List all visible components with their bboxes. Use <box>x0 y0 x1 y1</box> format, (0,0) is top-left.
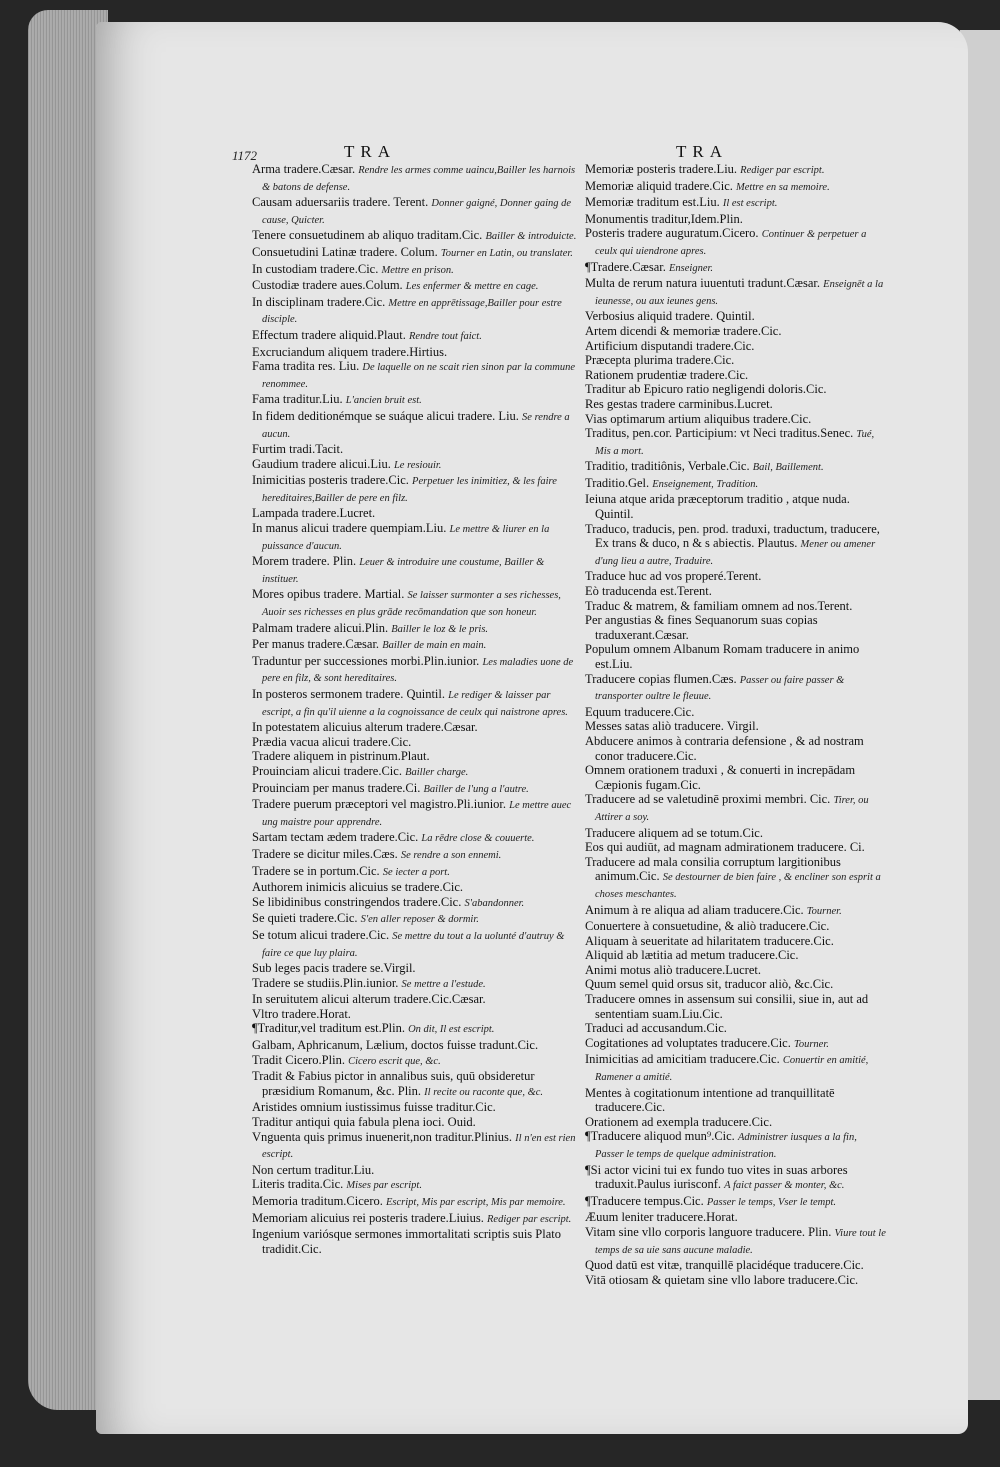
french-translation: Donner gaigné, Donner gaing de cause, Quicter. <box>262 198 572 226</box>
dictionary-entry <box>585 309 887 324</box>
latin-phrase: In custodiam tradere.Cic. <box>252 261 379 276</box>
french-translation: Le mettre & liurer en la puissance d'aucun. <box>262 524 550 552</box>
french-translation: Tué, Mis a mort. <box>595 429 875 457</box>
dictionary-entry <box>585 1052 887 1085</box>
latin-phrase: Populum omnem Albanum Romam traducere in animo est.Liu. <box>585 642 860 671</box>
latin-phrase: Equum traducere.Cic. <box>585 704 695 719</box>
latin-phrase: Causam aduersariis tradere. Terent. <box>252 195 429 210</box>
latin-phrase: Artem dicendi & memoriæ tradere.Cic. <box>585 323 782 338</box>
dictionary-entry <box>585 353 887 368</box>
french-translation: Administrer iusques a la fin, Passer le temps de quelque administration. <box>595 1132 857 1160</box>
dictionary-entry <box>585 948 887 963</box>
dictionary-entry <box>252 392 582 409</box>
dictionary-entry <box>252 295 582 328</box>
dictionary-entry <box>585 226 887 259</box>
latin-phrase: Quum semel quid orsus sit, traducor aliò, &c.Cic. <box>585 977 834 992</box>
french-translation: Se rendre a aucun. <box>262 411 570 440</box>
dictionary-entry <box>252 345 582 360</box>
latin-phrase: Aristides omnium iustissimus fuisse traditur.Cic. <box>252 1100 496 1115</box>
french-translation: Tourner. <box>806 905 842 917</box>
french-translation: Rediger par escript. <box>487 1213 572 1225</box>
dictionary-entry <box>585 1273 887 1288</box>
french-translation: Rediger par escript. <box>740 165 825 176</box>
latin-phrase: Se libidinibus constringendos tradere.Cic. <box>252 894 462 909</box>
latin-phrase: Se quieti tradere.Cic. <box>252 911 358 926</box>
dictionary-entry <box>585 763 887 792</box>
latin-phrase: Mores opibus tradere. Martial. <box>252 587 405 602</box>
latin-phrase: Æuum leniter traducere.Horat. <box>585 1210 738 1225</box>
french-translation: Conuertir en amitié, Ramener a amitié. <box>595 1055 869 1084</box>
dictionary-entry <box>252 797 582 830</box>
french-translation: Passer le temps, Vser le tempt. <box>706 1196 837 1208</box>
latin-phrase: Traditus, pen.cor. Participium: vt Neci traditus.Senec. <box>585 426 854 441</box>
latin-phrase: Palmam tradere alicui.Plin. <box>252 620 389 635</box>
french-translation: Mettre en prison. <box>381 264 454 276</box>
latin-phrase: Sartam tectam ædem tradere.Cic. <box>252 830 419 845</box>
dictionary-entry <box>585 1258 887 1273</box>
latin-phrase: Vltro tradere.Horat. <box>252 1006 351 1021</box>
latin-phrase: Traduci ad accusandum.Cic. <box>585 1021 727 1036</box>
dictionary-entry <box>585 492 887 521</box>
latin-phrase: Tradere se studiis.Plin.iunior. <box>252 975 399 990</box>
dictionary-entry <box>252 847 582 864</box>
latin-phrase: Posteris tradere auguratum.Cicero. <box>585 226 759 241</box>
dictionary-entry <box>252 1021 582 1038</box>
dictionary-entry <box>585 1163 887 1194</box>
latin-phrase: Memoriam alicuius rei posteris tradere.Liuius. <box>252 1210 484 1225</box>
french-translation: Il n'en est rien escript. <box>262 1132 576 1161</box>
dictionary-entry <box>252 359 582 392</box>
dictionary-entry <box>252 687 582 720</box>
latin-phrase: Animi motus aliò traducere.Lucret. <box>585 962 761 977</box>
latin-phrase: Traducere aliquem ad se totum.Cic. <box>585 825 763 840</box>
dictionary-entry <box>585 339 887 354</box>
dictionary-entry <box>252 976 582 993</box>
dictionary-entry <box>252 554 582 587</box>
dictionary-entry <box>585 476 887 493</box>
latin-phrase: Inimicitias ad amicitiam traducere.Cic. <box>585 1052 780 1067</box>
french-translation: S'abandonner. <box>464 897 525 909</box>
dictionary-entry <box>585 260 887 277</box>
dictionary-entry <box>585 1021 887 1036</box>
latin-phrase: Animum à re aliqua ad aliam traducere.Cic. <box>585 902 804 917</box>
latin-phrase: Sub leges pacis tradere se.Virgil. <box>252 961 416 976</box>
dictionary-entry <box>252 1115 582 1130</box>
left-column <box>252 162 582 1256</box>
latin-phrase: Arma tradere.Cæsar. <box>252 162 356 176</box>
french-translation: Les enfermer & mettre en cage. <box>405 281 539 293</box>
dictionary-entry <box>252 587 582 620</box>
latin-phrase: Tradere puerum præceptori vel magistro.Pli.iunior. <box>252 797 507 812</box>
latin-phrase: Inimicitias posteris tradere.Cic. <box>252 473 409 488</box>
dictionary-entry <box>585 719 887 734</box>
french-translation: Enseignēt a la ieunesse, ou aux ieunes gens. <box>595 279 884 307</box>
dictionary-entry <box>585 324 887 339</box>
dictionary-entry <box>252 195 582 228</box>
latin-phrase: Morem tradere. Plin. <box>252 554 357 569</box>
dictionary-entry <box>252 880 582 895</box>
latin-phrase: Traditur antiqui quia fabula plena ioci. Ouid. <box>252 1115 476 1130</box>
french-translation: L'ancien bruit est. <box>345 395 422 407</box>
dictionary-entry <box>252 781 582 798</box>
latin-phrase: Artificium disputandi tradere.Cic. <box>585 338 755 353</box>
dictionary-entry <box>252 749 582 764</box>
latin-phrase: Conuertere à consuetudine, & aliò traducere.Cic. <box>585 919 830 934</box>
french-translation: Viure tout le temps de sa uie sans aucune maladie. <box>595 1227 886 1256</box>
dictionary-entry <box>252 162 582 195</box>
latin-phrase: ¶Traducere tempus.Cic. <box>585 1193 704 1208</box>
dictionary-entry <box>252 409 582 442</box>
french-translation: Tirer, ou Attirer a soy. <box>595 795 869 823</box>
french-translation: Leuer & introduire une coustume, Bailler & instituer. <box>262 557 545 585</box>
latin-phrase: Per angustias & fines Sequanorum suas copias traduxerant.Cæsar. <box>585 613 818 642</box>
latin-phrase: Furtim tradi.Tacit. <box>252 442 344 457</box>
dictionary-entry <box>252 637 582 654</box>
latin-phrase: Quod datū est vitæ, tranquillē placidéque traducere.Cic. <box>585 1258 864 1273</box>
latin-phrase: Memoriæ aliquid tradere.Cic. <box>585 178 733 193</box>
dictionary-entry <box>585 1194 887 1211</box>
latin-phrase: Vias optimarum artium aliquibus tradere.Cic. <box>585 411 812 426</box>
latin-phrase: Lampada tradere.Lucret. <box>252 506 376 521</box>
dictionary-entry <box>252 720 582 735</box>
latin-phrase: Multa de rerum natura iuuentuti tradunt.Cæsar. <box>585 276 821 291</box>
latin-phrase: Tradere se in portum.Cic. <box>252 863 380 878</box>
dictionary-entry <box>585 792 887 825</box>
latin-phrase: Monumentis traditur,Idem.Plin. <box>585 211 743 226</box>
latin-phrase: Memoriæ traditum est.Liu. <box>585 195 720 210</box>
french-translation: Bailler charge. <box>405 766 469 778</box>
dictionary-entry <box>252 864 582 881</box>
latin-phrase: Mentes à cogitationum intentione ad tranquillitatē traducere.Cic. <box>585 1085 835 1115</box>
latin-phrase: In potestatem alicuius alterum tradere.Cæsar. <box>252 720 478 735</box>
running-head-left: TRA <box>344 142 396 161</box>
dictionary-entry <box>252 1053 582 1070</box>
dictionary-entry <box>252 1069 582 1100</box>
dictionary-entry <box>252 1177 582 1194</box>
latin-phrase: Traditio, traditiônis, Verbale.Cic. <box>585 459 750 474</box>
french-translation: Mettre en apprētissage,Bailler pour estre disciple. <box>262 297 562 326</box>
latin-phrase: Tradit & Fabius pictor in annalibus suis, quū obsideretur præsidium Romanum, &c. Plin. <box>252 1069 535 1098</box>
latin-phrase: Traducere ad se valetudinē proximi membri. Cic. <box>585 792 831 807</box>
latin-phrase: Res gestas tradere carminibus.Lucret. <box>585 396 773 411</box>
latin-phrase: Abducere animos à contraria defensione , & ad nostram conor traducere.Cic. <box>585 733 864 763</box>
latin-phrase: Vitā otiosam & quietam sine vllo labore traducere.Cic. <box>585 1272 859 1287</box>
french-translation: Se iecter a port. <box>382 866 450 878</box>
french-translation: Tourner en Latin, ou translater. <box>440 247 573 259</box>
dictionary-entry <box>252 328 582 345</box>
latin-phrase: ¶Traducere aliquod mun⁹.Cic. <box>585 1129 735 1144</box>
french-translation: Bailler de l'ung a l'autre. <box>423 783 529 795</box>
latin-phrase: Prouinciam per manus tradere.Ci. <box>252 780 421 795</box>
french-translation: La rēdre close & couuerte. <box>421 833 535 845</box>
latin-phrase: Fama traditur.Liu. <box>252 392 343 407</box>
french-translation: Se laisser surmonter a ses richesses, Auoir ses richesses en plus grāde recōmandation que son honeur. <box>262 590 561 619</box>
french-translation: Tourner. <box>793 1038 829 1050</box>
dictionary-entry <box>585 672 887 705</box>
french-translation: Passer ou faire passer & transporter oultre le fleuue. <box>595 674 845 703</box>
latin-phrase: Traditur ab Epicuro ratio negligendi doloris.Cic. <box>585 382 827 397</box>
latin-phrase: Traducere omnes in assensum sui consilii, siue in, aut ad sententiam suam.Liu.Cic. <box>585 992 869 1021</box>
french-translation: Enseigner. <box>669 262 714 274</box>
latin-phrase: Traduce huc ad vos properé.Terent. <box>585 569 762 584</box>
french-translation: Bail, Baillement. <box>752 462 824 474</box>
dictionary-entry <box>585 522 887 570</box>
dictionary-entry <box>585 569 887 584</box>
dictionary-entry <box>585 599 887 614</box>
latin-phrase: Traduntur per successiones morbi.Plin.iunior. <box>252 653 480 668</box>
dictionary-entry <box>585 195 887 212</box>
dictionary-entry <box>585 934 887 949</box>
latin-phrase: Traditio.Gel. <box>585 475 650 490</box>
dictionary-entry <box>252 961 582 976</box>
latin-phrase: Verbosius aliquid tradere. Quintil. <box>585 309 755 324</box>
dictionary-entry <box>252 1100 582 1115</box>
latin-phrase: Aliquam à seueritate ad hilaritatem traducere.Cic. <box>585 933 834 948</box>
dictionary-entry <box>252 1194 582 1211</box>
running-head-right: TRA <box>676 142 728 161</box>
latin-phrase: ¶Si actor vicini tui ex fundo tuo vites in suas arbores traduxit.Paulus iurisconf. <box>585 1162 848 1192</box>
latin-phrase: Eos qui audiūt, ad magnam admirationem traducere. Ci. <box>585 840 865 855</box>
latin-phrase: Effectum tradere aliquid.Plaut. <box>252 327 406 342</box>
latin-phrase: ¶Traditur,vel traditum est.Plin. <box>252 1021 405 1036</box>
latin-phrase: Traduco, traducis, pen. prod. traduxi, traductum, traducere, Ex trans & duco, n & s abiectis. Plautus. <box>585 521 880 551</box>
latin-phrase: Ingenium variósque sermones immortalitati scriptis suis Plato tradidit.Cic. <box>252 1227 561 1256</box>
french-translation: Le resiouir. <box>393 459 442 471</box>
french-translation: Se destourner de bien faire , & encliner son esprit a choses meschantes. <box>595 872 881 900</box>
dictionary-entry <box>252 1211 582 1228</box>
dictionary-entry <box>252 521 582 554</box>
dictionary-entry <box>252 1163 582 1178</box>
latin-phrase: Custodiæ tradere aues.Colum. <box>252 278 403 293</box>
dictionary-entry <box>585 1210 887 1225</box>
dictionary-entry <box>585 584 887 599</box>
french-translation: Les maladies uone de pere en filz, & sont hereditaires. <box>262 656 574 685</box>
right-column <box>585 162 887 1287</box>
french-translation: Le mettre auec ung maistre pour apprendre. <box>262 800 572 828</box>
dictionary-entry <box>585 826 887 841</box>
latin-phrase: Tradere aliquem in pistrinum.Plaut. <box>252 749 430 764</box>
dictionary-entry <box>585 426 887 459</box>
french-translation: Bailler & introduicte. <box>485 231 577 243</box>
dictionary-entry <box>585 642 887 671</box>
latin-phrase: Literis tradita.Cic. <box>252 1177 344 1192</box>
dictionary-entry <box>585 705 887 720</box>
dictionary-entry <box>252 830 582 847</box>
latin-phrase: Vnguenta quis primus inuenerit,non traditur.Plinius. <box>252 1129 513 1144</box>
french-translation: Cicero escrit que, &c. <box>348 1055 441 1067</box>
dictionary-entry <box>585 276 887 309</box>
french-translation: Mettre en sa memoire. <box>736 181 830 193</box>
dictionary-entry <box>252 442 582 457</box>
latin-phrase: Præcepta plurima tradere.Cic. <box>585 353 735 368</box>
dictionary-entry <box>585 1036 887 1053</box>
dictionary-entry <box>252 1038 582 1053</box>
latin-phrase: Excruciandum aliquem tradere.Hirtius. <box>252 344 448 359</box>
dictionary-entry <box>585 963 887 978</box>
french-translation: Continuer & perpetuer a ceulx qui uiendrone apres. <box>595 229 867 257</box>
latin-phrase: Traducere ad mala consilia corruptum largitionibus animum.Cic. <box>585 854 841 884</box>
french-translation: Perpetuer les inimitiez, & les faire hereditaires,Bailler de pere en filz. <box>262 476 557 504</box>
page-number: 1172 <box>232 148 258 163</box>
dictionary-entry <box>585 459 887 476</box>
dictionary-entry <box>585 179 887 196</box>
latin-phrase: In fidem deditionémque se suáque alicui tradere. Liu. <box>252 408 519 423</box>
french-translation: Le rediger & laisser par escript, a fin qu'il uienne a la cognoissance de ceulx qui naistrone apres. <box>262 690 568 718</box>
dictionary-entry <box>585 368 887 383</box>
french-translation: Se rendre a son ennemi. <box>400 849 502 861</box>
latin-phrase: Tenere consuetudinem ab aliquo traditam.Cic. <box>252 228 483 243</box>
french-translation: S'en aller reposer & dormir. <box>360 914 479 926</box>
latin-phrase: In manus alicui tradere quempiam.Liu. <box>252 521 447 536</box>
latin-phrase: Authorem inimicis alicuius se tradere.Cic. <box>252 880 464 895</box>
latin-phrase: Traducere copias flumen.Cæs. <box>585 671 737 686</box>
french-translation: Il est escript. <box>722 198 778 210</box>
dictionary-entry <box>252 506 582 521</box>
latin-phrase: Non certum traditur.Liu. <box>252 1162 375 1177</box>
dictionary-entry <box>252 262 582 279</box>
dictionary-entry <box>585 382 887 397</box>
latin-phrase: In seruitutem alicui alterum tradere.Cic.Cæsar. <box>252 992 486 1007</box>
dictionary-entry <box>585 734 887 763</box>
french-translation: On dit, Il est escript. <box>408 1024 495 1036</box>
dictionary-entry <box>252 1130 582 1163</box>
latin-phrase: In disciplinam tradere.Cic. <box>252 294 386 309</box>
dictionary-entry <box>585 613 887 642</box>
french-translation: Bailler le loz & le pris. <box>391 623 489 635</box>
latin-phrase: Gaudium tradere alicui.Liu. <box>252 456 391 471</box>
dictionary-entry <box>585 1115 887 1130</box>
latin-phrase: Prouinciam alicui tradere.Cic. <box>252 763 402 778</box>
dictionary-entry <box>252 928 582 961</box>
latin-phrase: Per manus tradere.Cæsar. <box>252 637 380 652</box>
latin-phrase: Tradit Cicero.Plin. <box>252 1052 345 1067</box>
latin-phrase: Consuetudini Latinæ tradere. Colum. <box>252 244 438 259</box>
latin-phrase: Memoriæ posteris tradere.Liu. <box>585 162 738 176</box>
latin-phrase: Se totum alicui tradere.Cic. <box>252 927 390 942</box>
dictionary-entry <box>252 911 582 928</box>
dictionary-entry <box>585 1129 887 1162</box>
dictionary-entry <box>585 1086 887 1115</box>
latin-phrase: Ieiuna atque arida præceptorum traditio , atque nuda. Quintil. <box>585 492 850 522</box>
latin-phrase: In posteros sermonem tradere. Quintil. <box>252 687 446 701</box>
dictionary-entry <box>585 977 887 992</box>
latin-phrase: Aliquid ab lætitia ad metum traducere.Cic. <box>585 948 799 963</box>
dictionary-entry <box>252 654 582 687</box>
dictionary-entry <box>252 473 582 506</box>
dictionary-entry <box>585 992 887 1021</box>
dictionary-entry <box>585 397 887 412</box>
dictionary-entry <box>585 1225 887 1258</box>
latin-phrase: Tradere se dicitur miles.Cæs. <box>252 846 398 861</box>
latin-phrase: Omnem orationem traduxi , & conuerti in increpādam Cæpionis fugam.Cic. <box>585 763 856 792</box>
french-translation: A faict passer & monter, &c. <box>724 1180 845 1192</box>
latin-phrase: Galbam, Aphricanum, Lælium, doctos fuisse tradunt.Cic. <box>252 1038 539 1053</box>
latin-phrase: Orationem ad exempla traducere.Cic. <box>585 1114 773 1129</box>
dictionary-entry <box>252 1227 582 1256</box>
dictionary-entry <box>252 764 582 781</box>
french-translation: Mener ou amener d'ung lieu a autre, Traduire. <box>595 539 876 567</box>
dictionary-entry <box>585 855 887 903</box>
dictionary-entry <box>252 1007 582 1022</box>
french-translation: Rendre les armes comme uaincu,Bailler les harnois & batons de defense. <box>262 165 576 193</box>
latin-phrase: Eò traducenda est.Terent. <box>585 584 712 599</box>
latin-phrase: Vitam sine vllo corporis languore traducere. Plin. <box>585 1224 832 1239</box>
french-translation: Escript, Mis par escript, Mis par memoire. <box>386 1197 566 1208</box>
dictionary-entry <box>585 919 887 934</box>
latin-phrase: Rationem prudentiæ tradere.Cic. <box>585 367 749 382</box>
dictionary-entry <box>252 457 582 474</box>
dictionary-entry <box>585 840 887 855</box>
latin-phrase: Prædia vacua alicui tradere.Cic. <box>252 734 412 749</box>
french-translation: Il recite ou raconte que, &c. <box>424 1086 544 1098</box>
dictionary-entry <box>252 245 582 262</box>
latin-phrase: Cogitationes ad voluptates traducere.Cic. <box>585 1035 791 1050</box>
french-translation: Rendre tout faict. <box>409 330 482 342</box>
latin-phrase: Fama tradita res. Liu. <box>252 359 360 374</box>
french-translation: Se mettre a l'estude. <box>401 978 486 990</box>
dictionary-entry <box>585 212 887 227</box>
dictionary-entry <box>585 162 887 179</box>
french-translation: Enseignement, Tradition. <box>652 478 759 490</box>
latin-phrase: Traduc & matrem, & familiam omnem ad nos.Terent. <box>585 598 853 613</box>
french-translation: Bailler de main en main. <box>382 640 487 652</box>
dictionary-entry <box>252 992 582 1007</box>
french-translation: Mises par escript. <box>346 1180 422 1192</box>
dictionary-entry <box>252 621 582 638</box>
latin-phrase: Messes satas aliò traducere. Virgil. <box>585 719 759 734</box>
latin-phrase: ¶Tradere.Cæsar. <box>585 259 666 274</box>
dictionary-entry <box>252 228 582 245</box>
dictionary-entry <box>252 735 582 750</box>
latin-phrase: Memoria traditum.Cicero. <box>252 1194 383 1208</box>
french-translation: De laquelle on ne scait rien sinon par la commune renommee. <box>262 362 575 390</box>
dictionary-entry <box>252 895 582 912</box>
dictionary-entry <box>585 412 887 427</box>
french-translation: Se mettre du tout a la uolunté d'autruy & faire ce que luy plaira. <box>262 930 565 959</box>
dictionary-entry <box>585 903 887 920</box>
dictionary-entry <box>252 278 582 295</box>
